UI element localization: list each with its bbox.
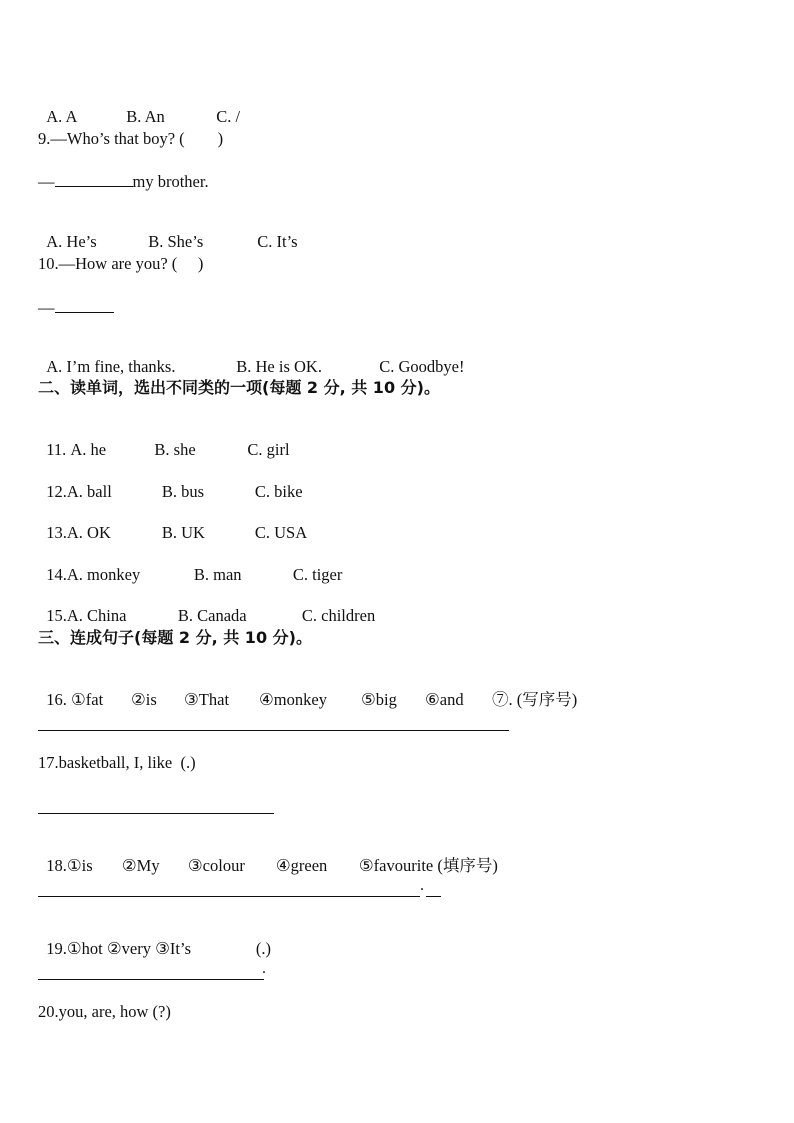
q19-number: 19. bbox=[46, 939, 67, 958]
q13-option-c: C. USA bbox=[254, 523, 308, 542]
q16-word-4: ④monkey bbox=[259, 690, 327, 709]
q9-blank[interactable] bbox=[55, 170, 133, 187]
q19-answer-line[interactable] bbox=[38, 979, 264, 980]
q19-punct: (.) bbox=[255, 939, 271, 958]
q10-answer-line bbox=[38, 296, 114, 318]
q11 bbox=[38, 420, 290, 460]
q14-option-c: C. tiger bbox=[292, 565, 343, 584]
q10-option-b: B. He is OK. bbox=[236, 357, 322, 376]
q13-number: 13. bbox=[46, 523, 67, 542]
q9-option-b: B. She’s bbox=[148, 232, 204, 251]
q8-option-c: C. / bbox=[216, 107, 241, 126]
q10-prompt: 10.—How are you? ( ) bbox=[38, 254, 204, 273]
q18-period: . bbox=[420, 877, 424, 894]
q10-options bbox=[38, 337, 465, 377]
q12-number: 12. bbox=[46, 482, 67, 501]
q16-word-3: ③That bbox=[184, 690, 230, 709]
q8-options bbox=[38, 87, 240, 127]
q20-prompt: 20.you, are, how (?) bbox=[38, 1002, 171, 1021]
q10-blank[interactable] bbox=[55, 296, 114, 313]
q18 bbox=[38, 836, 498, 876]
q14-number: 14. bbox=[46, 565, 67, 584]
q11-option-a: A. he bbox=[70, 440, 107, 459]
q17-prompt: 17.basketball, I, like (.) bbox=[38, 753, 196, 772]
q19-period: . bbox=[262, 960, 266, 977]
section-2-title: 二、读单词，选出不同类的一项(每题 2 分, 共 10 分)。 bbox=[38, 378, 440, 397]
q19-words: ①hot ②very ③It’s bbox=[66, 939, 191, 958]
q16-word-1: ①fat bbox=[71, 690, 104, 709]
q10-option-c: C. Goodbye! bbox=[379, 357, 465, 376]
q12-option-c: C. bike bbox=[254, 482, 303, 501]
q14-option-a: A. monkey bbox=[66, 565, 141, 584]
q16-answer-line[interactable] bbox=[38, 730, 509, 731]
q12 bbox=[38, 462, 303, 502]
q16-word-6: ⑥and bbox=[425, 690, 464, 709]
q11-number: 11. bbox=[46, 440, 71, 459]
q16-number: 16. bbox=[46, 690, 71, 709]
q13-option-b: B. UK bbox=[161, 523, 205, 542]
q9-options bbox=[38, 212, 298, 252]
q10-dash: — bbox=[38, 298, 55, 317]
q18-answer-line[interactable] bbox=[38, 896, 420, 897]
q18-word-1: ①is bbox=[66, 856, 93, 875]
q15-option-c: C. children bbox=[301, 606, 376, 625]
q9-option-c: C. It’s bbox=[257, 232, 298, 251]
q15-number: 15. bbox=[46, 606, 67, 625]
q18-word-4: ④green bbox=[275, 856, 328, 875]
q13 bbox=[38, 503, 307, 543]
q11-option-b: B. she bbox=[154, 440, 196, 459]
q12-option-a: A. ball bbox=[66, 482, 112, 501]
q8-option-a: A. A bbox=[46, 107, 78, 126]
q9-prompt: 9.—Who’s that boy? ( ) bbox=[38, 129, 224, 148]
q9-answer-line bbox=[38, 170, 209, 192]
q13-option-a: A. OK bbox=[66, 523, 111, 542]
q16-word-5: ⑤big bbox=[361, 690, 397, 709]
q18-word-3: ③colour bbox=[187, 856, 245, 875]
q16 bbox=[38, 670, 577, 710]
q18-number: 18. bbox=[46, 856, 67, 875]
q8-option-b: B. An bbox=[126, 107, 165, 126]
q15-option-b: B. Canada bbox=[177, 606, 247, 625]
q9-dash: — bbox=[38, 172, 55, 191]
q14 bbox=[38, 545, 342, 585]
q19 bbox=[38, 919, 271, 959]
q18-word-5: ⑤favourite (填序号) bbox=[358, 856, 498, 875]
q14-option-b: B. man bbox=[193, 565, 242, 584]
q17-answer-line[interactable] bbox=[38, 813, 274, 814]
q10-option-a: A. I’m fine, thanks. bbox=[46, 357, 176, 376]
q9-option-a: A. He’s bbox=[46, 232, 97, 251]
q12-option-b: B. bus bbox=[161, 482, 205, 501]
q16-word-2: ②is bbox=[131, 690, 157, 709]
section-3-title: 三、连成句子(每题 2 分, 共 10 分)。 bbox=[38, 628, 312, 647]
q15 bbox=[38, 586, 375, 626]
q11-option-c: C. girl bbox=[247, 440, 290, 459]
q18-answer-line-tail bbox=[426, 896, 441, 897]
q16-word-7: ⑦. (写序号) bbox=[492, 690, 578, 709]
q9-after-blank: my brother. bbox=[132, 172, 209, 191]
q18-word-2: ②My bbox=[121, 856, 160, 875]
q15-option-a: A. China bbox=[66, 606, 127, 625]
